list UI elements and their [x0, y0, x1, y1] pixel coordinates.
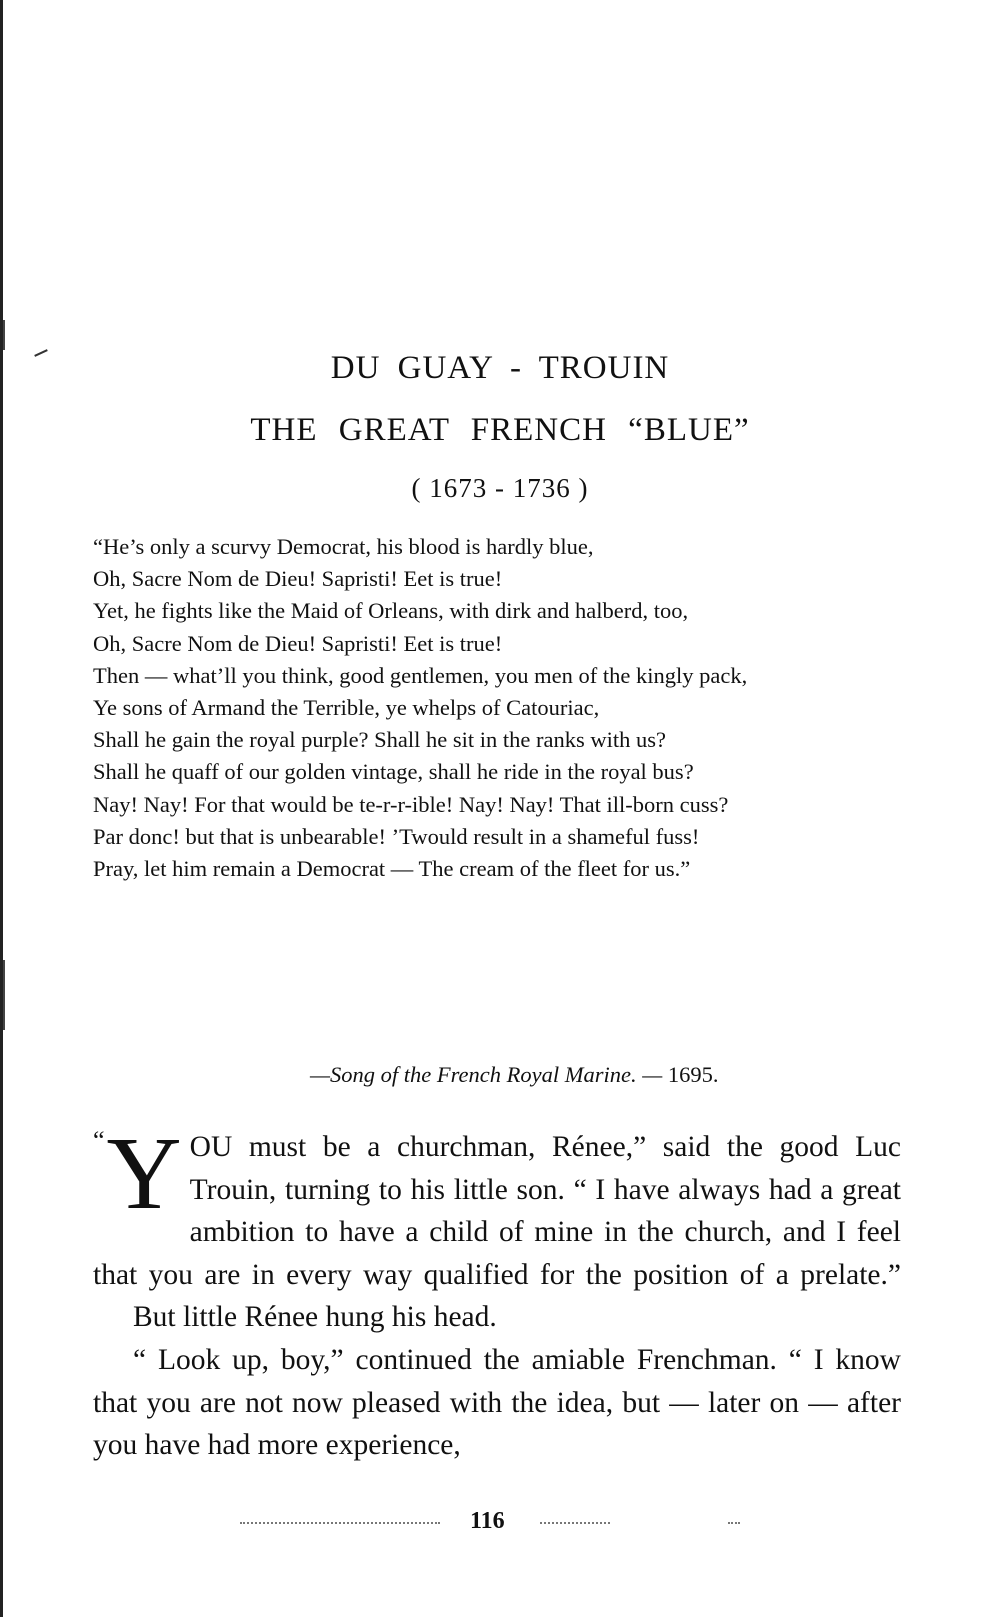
- chapter-dates: ( 1673 - 1736 ): [411, 473, 589, 503]
- page-number: 116: [470, 1508, 505, 1534]
- paragraph-2: But little Rénee hung his head.: [133, 1301, 497, 1334]
- verse-line: Par donc! but that is unbearable! ’Twould result in a shameful fuss!: [93, 823, 700, 849]
- verse-line: Then — what’ll you think, good gentlemen, you men of the kingly pack,: [93, 662, 748, 688]
- verse-line: “He’s only a scurvy Democrat, his blood is hardly blue,: [93, 534, 594, 559]
- chapter-title: DU GUAY - TROUIN: [330, 350, 670, 386]
- verse-line: Nay! Nay! For that would be te-r-r-ible! Nay! Nay! That ill-born cuss?: [93, 791, 729, 817]
- page-edge-mark: [3, 320, 5, 350]
- page-edge-mark: [3, 960, 5, 1030]
- footer-rule-right: [540, 1522, 610, 1526]
- footer-rule-mark: [728, 1522, 740, 1526]
- opening-quote: “: [93, 1126, 105, 1155]
- verse-line: Oh, Sacre Nom de Dieu! Sapristi! Eet is true!: [93, 566, 503, 592]
- drop-cap: Y: [106, 1116, 182, 1231]
- attribution-text: —Song of the French Royal Marine. —: [310, 1062, 663, 1087]
- footer-rule-left: [240, 1522, 440, 1526]
- epigraph-verse: [93, 531, 893, 885]
- attribution-year: 1695.: [667, 1062, 719, 1087]
- verse-line: Oh, Sacre Nom de Dieu! Sapristi! Eet is true!: [93, 630, 503, 656]
- paragraph-3: “ Look up, boy,” continued the amiable Frenchman. “ I know that you are not now pleased with the idea, but — later on — after you have had more experience,: [93, 1343, 901, 1462]
- paragraph-1: [93, 1116, 901, 1296]
- verse-line: Ye sons of Armand the Terrible, ye whelps of Catouriac,: [93, 695, 600, 721]
- chapter-subtitle: THE GREAT FRENCH “BLUE”: [250, 412, 750, 448]
- verse-line: Shall he quaff of our golden vintage, shall he ride in the royal bus?: [93, 759, 694, 785]
- page-edge-line: [0, 0, 3, 1617]
- epigraph-attribution: [310, 1062, 718, 1088]
- body-text: [93, 1116, 901, 1467]
- verse-line: Pray, let him remain a Democrat — The cream of the fleet for us.”: [93, 856, 691, 882]
- verse-line: Shall he gain the royal purple? Shall he sit in the ranks with us?: [93, 727, 667, 753]
- paragraph-1-text: OU must be a churchman, Rénee,” said the good Luc Trouin, turning to his little son. “ I have always had a great ambition to have a child of mine in the church, and I feel that you are in every way qualified for the position of a prelate.”: [93, 1131, 901, 1291]
- verse-line: Yet, he fights like the Maid of Orleans, with dirk and halberd, too,: [93, 598, 689, 624]
